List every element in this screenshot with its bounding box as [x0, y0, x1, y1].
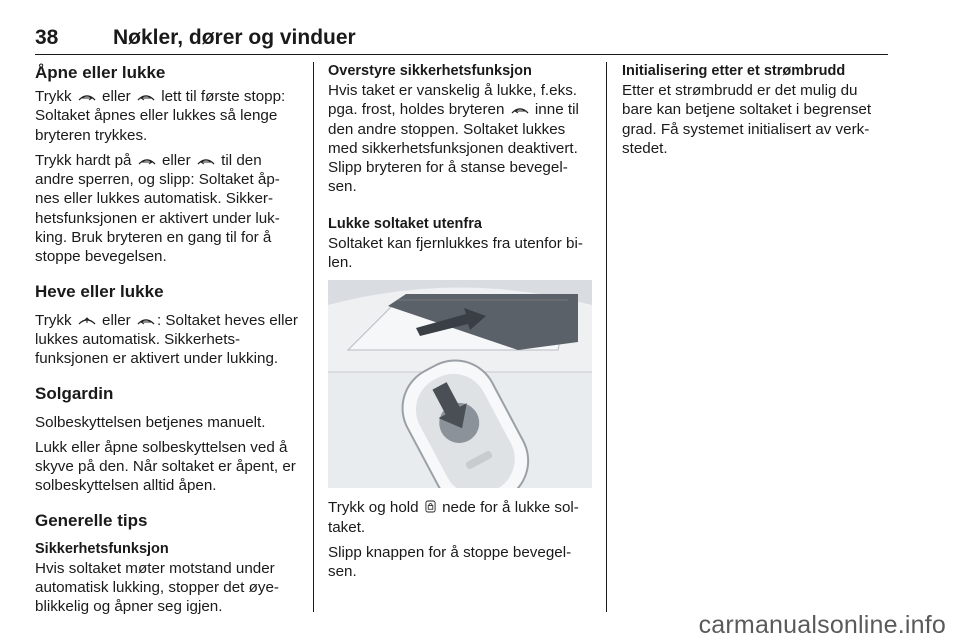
sunroof-close-icon	[511, 104, 529, 115]
sunroof-close-icon	[137, 91, 155, 102]
paragraph: Soltaket kan fjernlukkes fra utenfor bi-len.	[328, 234, 583, 272]
text: nede for å lukke sol-taket.	[328, 499, 579, 536]
paragraph	[328, 498, 592, 537]
sunroof-open-icon	[138, 155, 156, 166]
text: inne til den andre stoppen. Soltaket lukkes med sikkerhetsfunksjonen deaktivert. Slipp bryteren for å stanse bevegel-sen.	[328, 101, 579, 196]
heading-general-tips: Generelle tips	[35, 510, 148, 530]
text: Trykk	[35, 88, 72, 105]
paragraph	[35, 151, 301, 267]
paragraph	[35, 311, 301, 369]
column-divider	[313, 62, 314, 612]
page-header	[35, 8, 888, 48]
text: Trykk	[35, 311, 72, 329]
sunroof-close-icon	[197, 155, 215, 166]
sunroof-close-icon	[137, 315, 155, 326]
subheading-close-outside: Lukke soltaket utenfra	[328, 215, 482, 232]
sunroof-open-icon	[78, 91, 96, 102]
column-1	[35, 62, 301, 623]
paragraph	[35, 87, 301, 145]
heading-open-close: Åpne eller lukke	[35, 63, 166, 82]
paragraph: Solbeskyttelsen betjenes manuelt.	[35, 413, 266, 431]
text: : Soltaket heves eller lukkes automatisk. Sikkerhets-funksjonen er aktivert under lukking.	[35, 311, 298, 368]
heading-sunshade: Solgardin	[35, 383, 114, 403]
text: eller	[102, 88, 131, 105]
paragraph: Hvis soltaket møter motstand under automatisk lukking, stopper det øye-blikkelig og åpner seg igjen.	[35, 559, 279, 616]
column-3	[622, 62, 888, 164]
subheading-init: Initialisering etter et strømbrudd	[622, 63, 846, 79]
page-title: Nøkler, dører og vinduer	[113, 26, 356, 49]
sunroof-tilt-icon	[78, 315, 96, 326]
column-divider	[606, 62, 607, 612]
text: Hvis taket er vanskelig å lukke, f.eks. pga. frost, holdes bryteren	[328, 82, 578, 119]
text: lett til første stopp: Soltaket åpnes eller lukkes så lenge bryteren trykkes.	[35, 88, 286, 144]
subheading-override: Overstyre sikkerhetsfunksjon	[328, 63, 532, 79]
page-number: 38	[35, 26, 59, 49]
remote-sunroof-illustration	[328, 280, 592, 488]
watermark: carmanualsonline.info	[698, 611, 946, 639]
heading-raise-close: Heve eller lukke	[35, 281, 164, 301]
subheading-safety: Sikkerhetsfunksjon	[35, 540, 169, 557]
text: eller	[161, 151, 191, 169]
paragraph	[328, 81, 592, 197]
paragraph: Slipp knappen for å stoppe bevegel-sen.	[328, 543, 572, 581]
text: Trykk hardt på	[35, 151, 132, 169]
text: Trykk og hold	[328, 499, 419, 517]
column-2	[328, 62, 592, 588]
paragraph: Lukk eller åpne solbeskyttelsen ved å skyve på den. Når soltaket er åpent, er solbeskyttelsen alltid åpen.	[35, 438, 296, 495]
lock-button-icon	[425, 500, 436, 513]
header-rule	[35, 54, 888, 55]
text: til den andre sperren, og slipp: Soltaket åp-nes eller lukkes automatisk. Sikker-hetsfunksjonen er aktivert under luk-king. Bruk bryteren en gang til for å stoppe bevegelsen.	[35, 151, 280, 266]
paragraph: Etter et strømbrudd er det mulig du bare kan betjene soltaket i begrenset grad. Få systemet initialisert av verk-stedet.	[622, 82, 872, 157]
text: eller	[102, 311, 131, 329]
